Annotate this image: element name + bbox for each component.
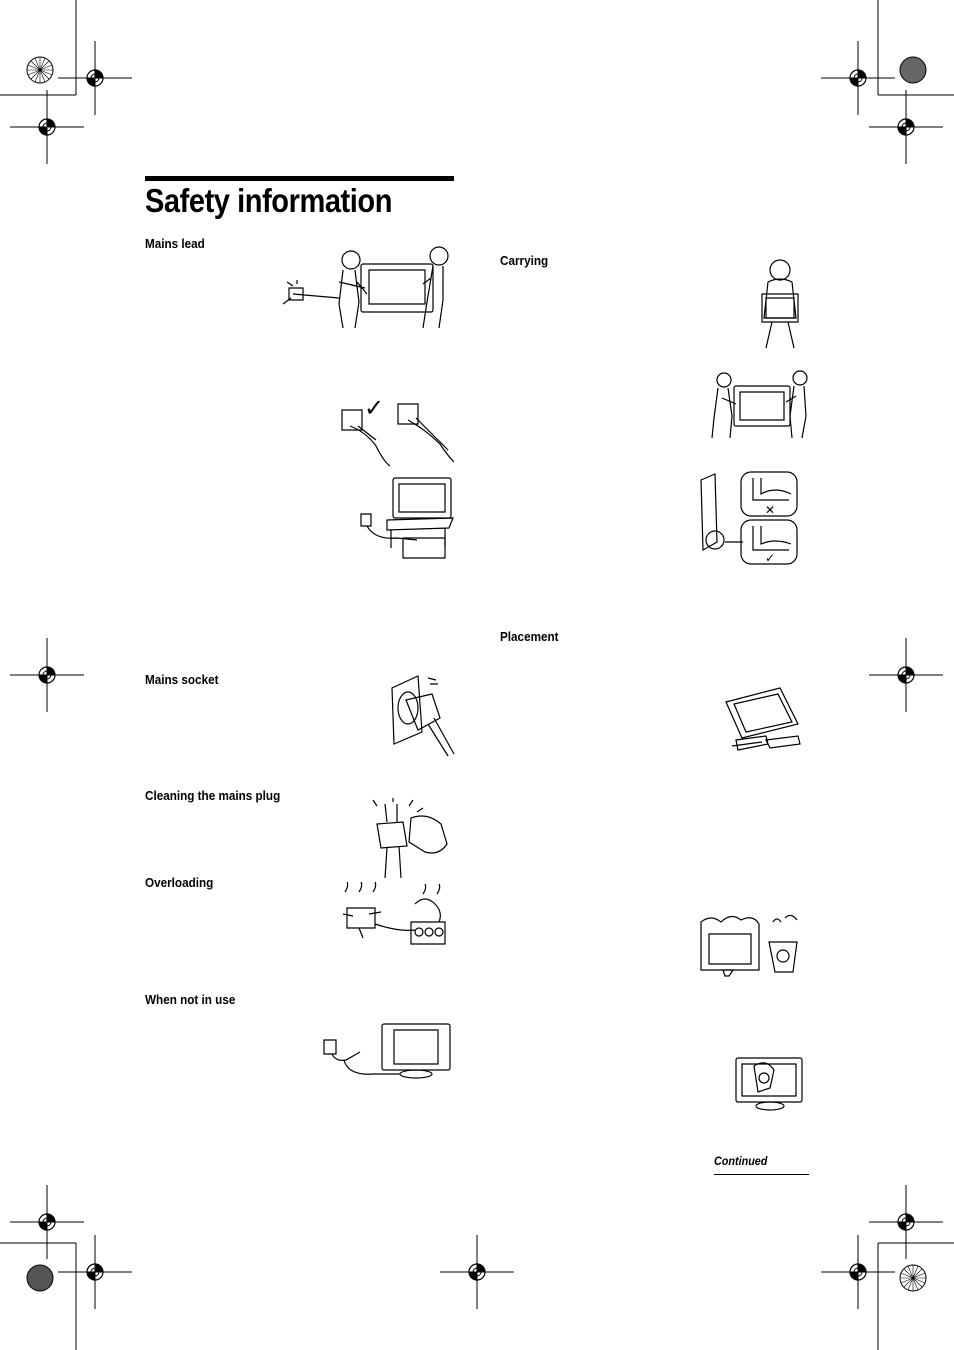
grip-detail-illustration	[695, 470, 799, 566]
continued-label: Continued	[714, 1154, 768, 1168]
plug-socket-illustration	[388, 670, 456, 756]
humidity-illustration	[697, 912, 807, 980]
overloading-illustration	[339, 884, 451, 948]
page-title: Safety information	[145, 182, 393, 219]
cleaning-plug-illustration	[367, 794, 451, 878]
heading-when-not-in-use: When not in use	[145, 992, 236, 1007]
ok-check-small-icon: ✓	[765, 551, 776, 565]
cord-pinched-illustration	[357, 474, 457, 562]
heading-carrying: Carrying	[500, 253, 549, 268]
one-person-carrying-illustration	[752, 258, 808, 350]
heading-cleaning-mains-plug: Cleaning the mains plug	[145, 788, 281, 803]
unstable-placement-illustration	[722, 684, 804, 756]
heading-mains-socket: Mains socket	[145, 672, 219, 687]
unplugged-tv-illustration	[320, 1020, 454, 1080]
title-rule	[145, 176, 454, 181]
carrying-tv-cord-illustration	[283, 242, 456, 332]
heading-mains-lead: Mains lead	[145, 236, 205, 251]
continued-rule	[714, 1174, 809, 1175]
heading-placement: Placement	[500, 629, 559, 644]
plug-grip-illustration	[336, 396, 458, 468]
bad-cross-icon: ✕	[765, 503, 776, 517]
heading-overloading: Overloading	[145, 875, 214, 890]
obstruction-illustration	[730, 1052, 808, 1114]
ok-check-icon: ✓	[364, 394, 385, 422]
two-people-carrying-illustration	[710, 368, 810, 440]
